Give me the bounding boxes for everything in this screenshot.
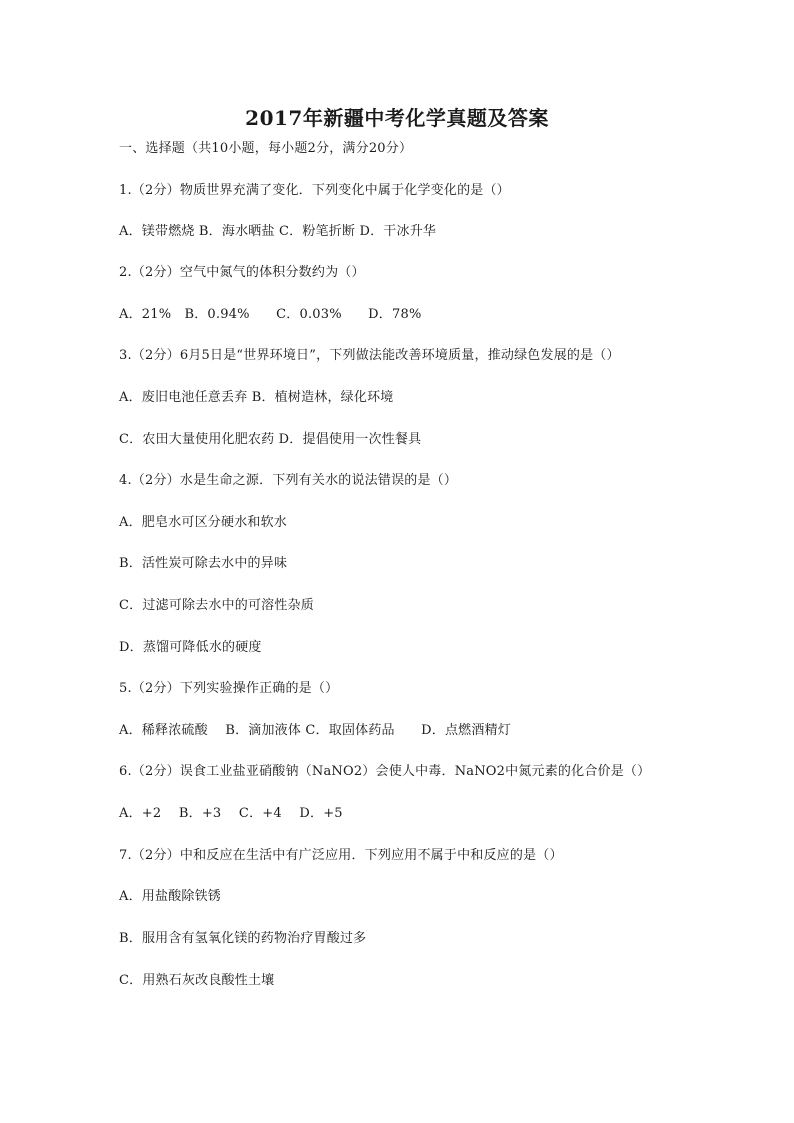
question-5-options: A．稀释浓硫酸 B．滴加液体 C．取固体药品 D．点燃酒精灯 [119,723,511,738]
question-7-option-b: B．服用含有氢氧化镁的药物治疗胃酸过多 [119,931,367,946]
question-5: 5.（2分）下列实验操作正确的是（） [119,681,339,696]
question-4: 4.（2分）水是生命之源．下列有关水的说法错误的是（） [119,473,458,488]
question-7: 7.（2分）中和反应在生活中有广泛应用．下列应用不属于中和反应的是（） [119,848,563,863]
question-2-options: A．21% B．0.94% C．0.03% D．78% [119,307,422,322]
question-4-option-c: C．过滤可除去水中的可溶性杂质 [119,598,314,613]
question-2: 2.（2分）空气中氮气的体积分数约为（） [119,265,365,280]
question-1: 1.（2分）物质世界充满了变化．下列变化中属于化学变化的是（） [119,183,510,198]
question-3: 3.（2分）6月5日是“世界环境日”，下列做法能改善环境质量，推动绿色发展的是（） [119,348,620,363]
question-6-options: A．+2 B．+3 C．+4 D．+5 [119,806,343,821]
section-heading: 一、选择题（共10小题，每小题2分，满分20分） [119,141,413,156]
question-4-option-a: A．肥皂水可区分硬水和软水 [119,515,287,530]
question-3-options-cd: C．农田大量使用化肥农药 D．提倡使用一次性餐具 [119,432,422,447]
question-6: 6.（2分）误食工业盐亚硝酸钠（NaNO2）会使人中毒．NaNO2中氮元素的化合价是（） [119,764,651,779]
question-4-option-d: D．蒸馏可降低水的硬度 [119,640,262,655]
question-7-option-c: C．用熟石灰改良酸性土壤 [119,973,275,988]
question-7-option-a: A．用盐酸除铁锈 [119,889,221,904]
question-4-option-b: B．活性炭可除去水中的异味 [119,556,288,571]
document-title: 2017年新疆中考化学真题及答案 [245,106,549,130]
question-3-options-ab: A．废旧电池任意丢弃 B．植树造林，绿化环境 [119,390,394,405]
question-1-options: A．镁带燃烧 B．海水晒盐 C．粉笔折断 D．干冰升华 [119,224,437,239]
